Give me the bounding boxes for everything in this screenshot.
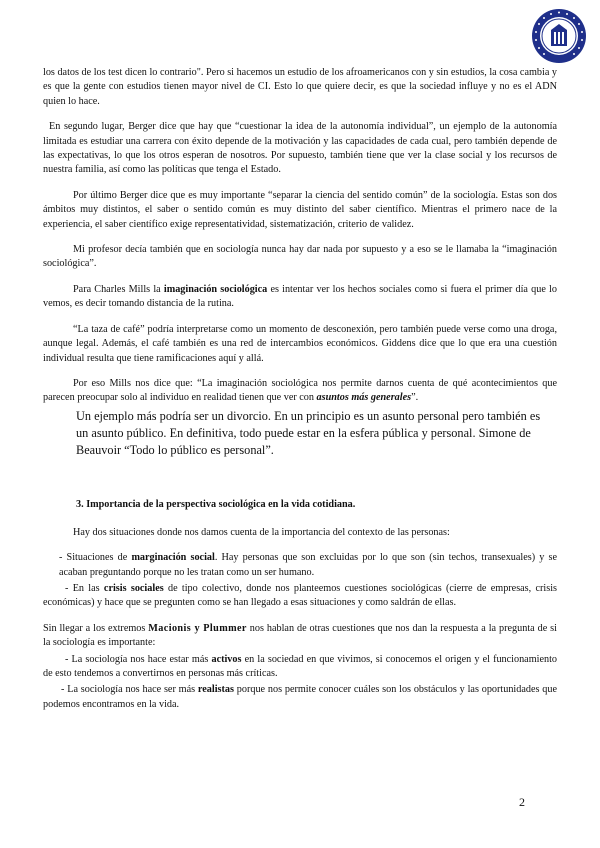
paragraph-professor: Mi profesor decía también que en sociología nunca hay dar nada por supuesto y a eso se le llamaba la “imaginación sociológica”. — [43, 244, 557, 270]
bold-term: realistas — [197, 684, 234, 696]
university-seal-icon — [531, 8, 587, 64]
bold-term: imaginación sociológica — [163, 283, 268, 295]
bold-term: activos — [211, 653, 242, 665]
text-run: de tipo colectivo, donde nos planteemos cuestiones sociológicas (cierre de empresas, crisis económicas) y hace que se pregunten como se han llegado a esas situaciones y como saldrán de ellas. — [43, 582, 557, 609]
divorce-example-block: Un ejemplo más podría ser un divorcio. En un principio es un asunto personal pero también es un asunto público. En definitiva, todo puede estar en la esfera pública y personal. Simone de Beauvoir “Todo lo público es personal”. — [76, 408, 541, 458]
text-run: nos hablan de otras cuestiones que nos dan la respuesta a la pregunta de si la sociología es importante: — [43, 622, 557, 649]
text-run: - La sociología nos hace estar más — [65, 653, 212, 665]
list-item-crisis — [43, 582, 557, 611]
paragraph-macionis — [43, 622, 557, 651]
paragraph-coffee: “La taza de café” podría interpretarse como un momento de desconexión, pero también puede verse como una droga, aunque legal. Además, el café también es una red de intercambios económicos. Giddens dice que lo que era una cuestión individual resulta que tiene ramificaciones aquí y allá. — [43, 323, 557, 364]
paragraph-mills-quote — [43, 377, 557, 406]
list-item-activos — [43, 653, 557, 682]
list-item-realistas — [43, 683, 557, 712]
text-run: en la sociedad en que vivimos, si conocemos el origen y el funcionamiento de esto tendemos a convertirnos en personas más críticas. — [43, 653, 558, 679]
text-run: es intentar ver los hechos sociales como si fuera el primer día que lo vemos, es decir tomando distancia de la rutina. — [43, 283, 557, 310]
text-run: - Situaciones de — [59, 552, 132, 564]
text-run: Por eso Mills nos dice que: “La imaginación sociológica nos permite darnos cuenta de qué acontecimientos que parecen preocupar solo al individuo en realidad tienen que ver con — [43, 377, 557, 404]
text-run: Para Charles Mills la — [73, 283, 164, 295]
bold-italic-term: asuntos más generales — [316, 392, 412, 404]
bold-term: Macionis y Plummer — [148, 622, 247, 634]
section-heading: 3. Importancia de la perspectiva sociológica en la vida cotidiana. — [76, 499, 356, 511]
paragraph-berger-autonomy: En segundo lugar, Berger dice que hay que “cuestionar la idea de la autonomía individual”, un ejemplo de la autonomía limitada es estudiar una carrera con éxito depende de la motivación y las capacidades de cada cual, pero también depende de las expectativas, lo que los otros esperan de nosotros. Por supuesto, también tiene que ver la clase social y los recursos de nuestra familia, así como las políticas que tenga el Estado. — [43, 121, 557, 176]
list-item-marginacion — [43, 551, 557, 580]
paragraph-berger-science: Por último Berger dice que es muy importante “separar la ciencia del sentido común” de la sociología. Estas son dos ámbitos muy distintos, el saber o sentido común es muy distinto del saber científico. Mientras el primero nace de la experiencia, el saber científico exige representatividad, sistematización, criterio de validez. — [43, 189, 557, 230]
text-run: - La sociología nos hace ser más — [61, 684, 198, 696]
paragraph-two-situations: Hay dos situaciones donde nos damos cuenta de la importancia del contexto de las personas: — [73, 526, 450, 538]
bold-term: crisis sociales — [103, 582, 164, 594]
text-run: - En las — [65, 582, 104, 594]
paragraph-mills — [43, 283, 557, 312]
text-run: porque nos permite conocer cuáles son los obstáculos y las oportunidades que podemos encontramos en la vida. — [43, 684, 557, 710]
text-run: . Hay personas que son excluidas por lo que son (sin techos, transexuales) y se acaban preguntando porque no les tratan como un ser humano. — [59, 552, 557, 578]
paragraph-intro: los datos de los test dicen lo contrario". Pero si hacemos un estudio de los afroamericanos con y sin estudios, la cosa cambia y es que la gente con estudios tienen mayor nivel de CI. Esto lo que quiere decir, es que la sociedad influye y no es el ADN quien lo hace. — [43, 67, 557, 107]
bold-term: marginación social — [131, 552, 215, 564]
document-body — [43, 66, 557, 712]
page-number: 2 — [519, 795, 525, 809]
text-run: Sin llegar a los extremos — [43, 622, 149, 634]
text-run: ”. — [411, 392, 419, 404]
